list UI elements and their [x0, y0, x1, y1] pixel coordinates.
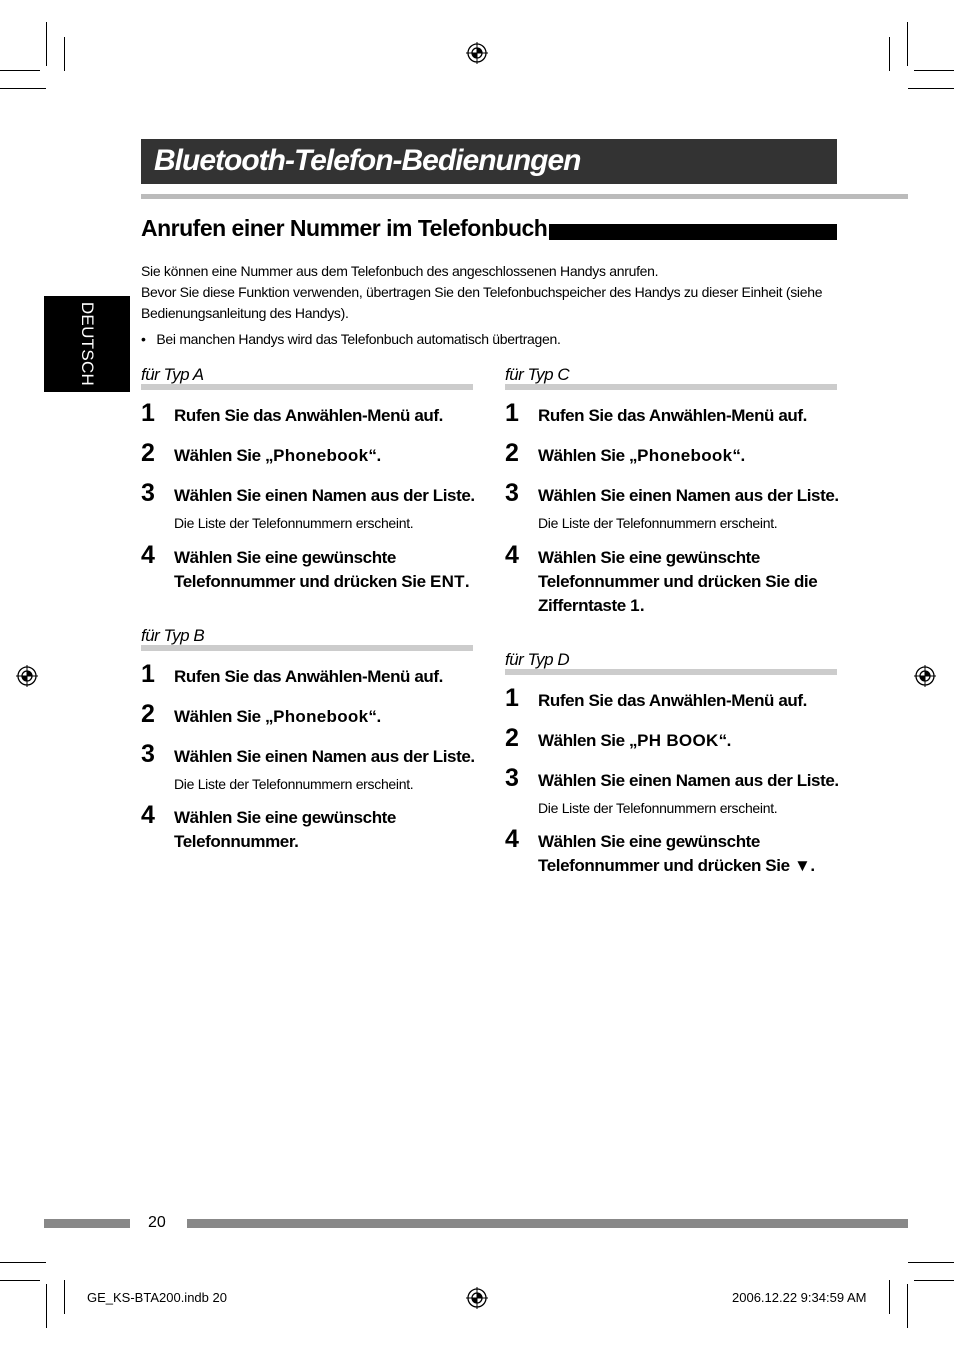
display-label: Phonebook: [273, 707, 369, 726]
down-triangle-icon: ▼: [793, 856, 811, 875]
display-label: PH BOOK: [637, 731, 719, 750]
display-label: Phonebook: [273, 446, 369, 465]
step-number: 2: [141, 700, 155, 728]
bullet-text: Bei manchen Handys wird das Telefonbuch automatisch übertragen.: [156, 331, 561, 347]
step-text-part: Telefonnummer und drücken Sie: [538, 856, 794, 875]
step-text-line: Telefonnummer.: [174, 832, 299, 851]
step-number: 4: [505, 825, 519, 853]
step-number: 3: [141, 479, 155, 507]
type-a-step-1: Rufen Sie das Anwählen-Menü auf.: [174, 406, 443, 425]
type-d-step-1: Rufen Sie das Anwählen-Menü auf.: [538, 691, 807, 710]
step-number: 4: [141, 541, 155, 569]
step-text-part: Zifferntaste: [538, 596, 631, 615]
language-tab: [44, 296, 130, 392]
step-number: 2: [505, 724, 519, 752]
crop-mark: [889, 37, 890, 71]
step-text-part: “.: [732, 446, 745, 465]
crop-mark: [0, 1262, 46, 1263]
step-text-line: Wählen Sie eine gewünschte: [538, 832, 760, 851]
crop-mark: [908, 88, 954, 89]
crop-mark: [0, 88, 46, 89]
type-b-rule: [141, 645, 473, 651]
step-text-part: “.: [718, 731, 731, 750]
type-a-step-4: [174, 546, 469, 594]
type-d-step-4: [538, 830, 815, 878]
type-c-step-4: [538, 546, 817, 618]
step-text-line: [538, 594, 817, 618]
type-c-step-2: [538, 444, 745, 468]
step-number: 3: [141, 740, 155, 768]
page-title-bar: [141, 139, 837, 184]
crop-mark: [914, 70, 954, 71]
step-number: 1: [141, 660, 155, 688]
step-text-part: “.: [368, 707, 381, 726]
step-text-part: Wählen Sie „: [538, 446, 638, 465]
intro-line: Bevor Sie diese Funktion verwenden, übertragen Sie den Telefonbuchspeicher des Handys zu dieser Einheit (siehe: [141, 284, 823, 300]
step-text-part: Wählen Sie „: [538, 731, 638, 750]
type-c-step-3-note: Die Liste der Telefonnummern erscheint.: [538, 515, 778, 531]
registration-mark-icon: [466, 42, 488, 64]
type-a-step-3-note: Die Liste der Telefonnummern erscheint.: [174, 515, 414, 531]
crop-mark: [0, 70, 40, 71]
type-b-step-3-note: Die Liste der Telefonnummern erscheint.: [174, 776, 414, 792]
registration-mark-icon: [16, 665, 38, 687]
crop-mark: [914, 1280, 954, 1281]
step-number: 4: [505, 541, 519, 569]
bullet-dot: •: [141, 331, 146, 347]
type-c-rule: [505, 384, 837, 390]
type-c-step-1: Rufen Sie das Anwählen-Menü auf.: [538, 406, 807, 425]
language-tab-label: DEUTSCH: [78, 301, 97, 387]
crop-mark: [46, 22, 47, 66]
step-text-part: .: [639, 596, 645, 615]
step-text-line: Wählen Sie eine gewünschte: [538, 548, 760, 567]
intro-line: Sie können eine Nummer aus dem Telefonbuch des angeschlossenen Handys anrufen.: [141, 263, 659, 279]
type-d-step-2: [538, 729, 731, 753]
intro-bullet: [141, 329, 561, 350]
step-text-line: Wählen Sie eine gewünschte: [174, 548, 396, 567]
step-text-part: .: [810, 856, 815, 875]
crop-mark: [908, 1262, 954, 1263]
step-number: 2: [141, 439, 155, 467]
page-number: 20: [148, 1214, 166, 1231]
print-slug-file: GE_KS-BTA200.indb 20: [87, 1290, 227, 1305]
crop-mark: [889, 1280, 890, 1314]
crop-mark: [907, 22, 908, 66]
step-number: 1: [505, 399, 519, 427]
button-label: 1: [630, 596, 640, 615]
step-text-line: [174, 570, 469, 594]
step-number: 3: [505, 764, 519, 792]
type-d-step-3: Wählen Sie einen Namen aus der Liste.: [538, 771, 839, 790]
step-number: 2: [505, 439, 519, 467]
step-text-line: [538, 854, 815, 878]
type-b-heading: für Typ B: [141, 626, 205, 645]
step-text-line: Wählen Sie eine gewünschte: [174, 808, 396, 827]
step-number: 1: [141, 399, 155, 427]
print-slug-timestamp: 2006.12.22 9:34:59 AM: [732, 1290, 867, 1305]
type-c-step-3: Wählen Sie einen Namen aus der Liste.: [538, 486, 839, 505]
crop-mark: [64, 1280, 65, 1314]
footer-bar-right: [187, 1219, 908, 1228]
title-rule: [141, 194, 908, 199]
intro-line: Bedienungsanleitung des Handys).: [141, 305, 349, 321]
type-a-rule: [141, 384, 473, 390]
step-text-part: .: [464, 572, 470, 591]
button-label: ENT: [429, 572, 465, 591]
display-label: Phonebook: [637, 446, 733, 465]
type-b-step-2: [174, 705, 381, 729]
step-text-part: Wählen Sie „: [174, 707, 274, 726]
section-heading: Anrufen einer Nummer im Telefonbuch: [141, 215, 548, 241]
page-title: Bluetooth-Telefon-Bedienungen: [154, 144, 581, 177]
type-a-heading: für Typ A: [141, 365, 204, 384]
crop-mark: [46, 1284, 47, 1328]
crop-mark: [907, 1284, 908, 1328]
type-b-step-1: Rufen Sie das Anwählen-Menü auf.: [174, 667, 443, 686]
crop-mark: [64, 37, 65, 71]
step-number: 4: [141, 801, 155, 829]
type-d-heading: für Typ D: [505, 650, 570, 669]
crop-mark: [0, 1280, 40, 1281]
type-b-step-3: Wählen Sie einen Namen aus der Liste.: [174, 747, 475, 766]
type-a-step-2: [174, 444, 381, 468]
type-b-step-4: [174, 806, 396, 854]
type-d-rule: [505, 669, 837, 675]
step-text-part: Telefonnummer und drücken Sie: [174, 572, 430, 591]
section-heading-bar: [549, 224, 837, 240]
step-text-part: “.: [368, 446, 381, 465]
registration-mark-icon: [466, 1287, 488, 1309]
footer-bar-left: [44, 1219, 130, 1228]
step-text-part: Wählen Sie „: [174, 446, 274, 465]
type-c-heading: für Typ C: [505, 365, 570, 384]
step-number: 1: [505, 684, 519, 712]
step-number: 3: [505, 479, 519, 507]
registration-mark-icon: [914, 665, 936, 687]
type-d-step-3-note: Die Liste der Telefonnummern erscheint.: [538, 800, 778, 816]
type-a-step-3: Wählen Sie einen Namen aus der Liste.: [174, 486, 475, 505]
step-text-line: Telefonnummer und drücken Sie die: [538, 572, 818, 591]
